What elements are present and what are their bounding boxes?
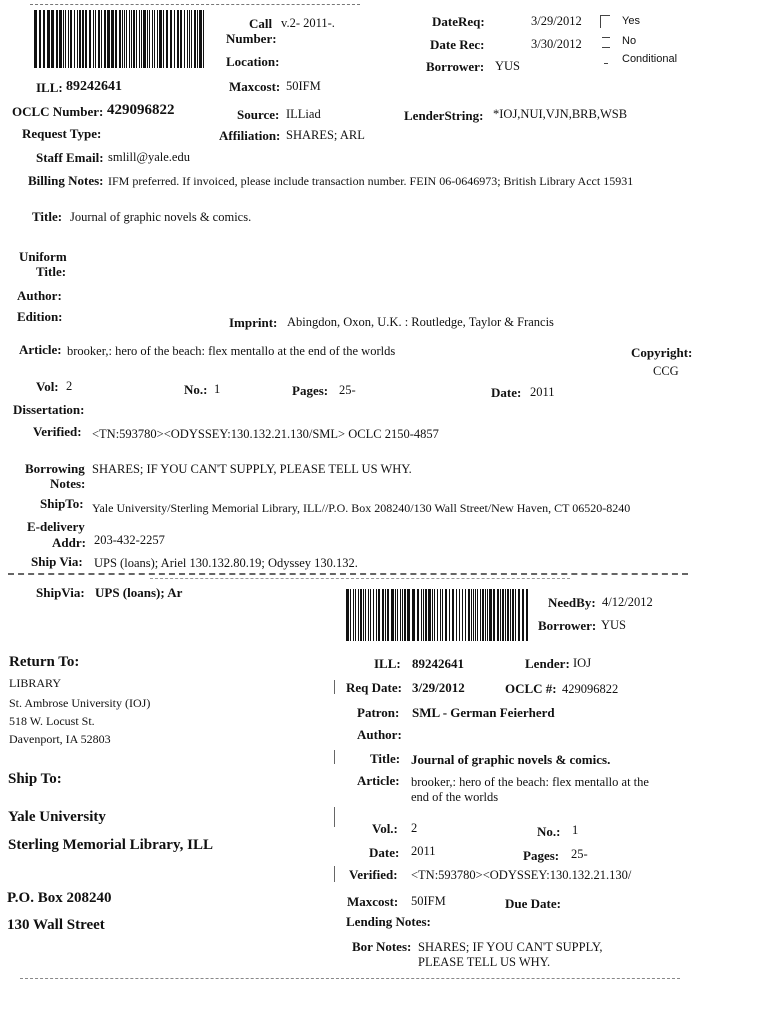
billing-notes-value: IFM preferred. If invoiced, please include transaction number. FEIN 06-0646973; British Library Acct 15931 (108, 174, 634, 188)
bottom-scan-edge (20, 978, 680, 979)
barcode-bar (143, 10, 146, 68)
barcode-bar (111, 10, 114, 68)
barcode-bar (59, 10, 62, 68)
bottom-maxcost-label: Maxcost: (347, 894, 399, 909)
article-value: brooker,: hero of the beach: flex mentallo at the end of the worlds (67, 344, 396, 358)
barcode-bottom (344, 589, 530, 641)
title-label: Title: (32, 209, 63, 224)
call-number-label: Call (249, 16, 273, 31)
conditional-mark (604, 63, 608, 64)
barcode-bar (79, 10, 81, 68)
barcode-bar (43, 10, 45, 68)
barcode-bar (63, 10, 64, 68)
barcode-bar (39, 10, 41, 68)
barcode-bar (177, 10, 179, 68)
daterec-label: Date Rec: (430, 37, 485, 52)
lender-label: Lender: (525, 656, 570, 671)
needby-label: NeedBy: (548, 595, 596, 610)
barcode-bar (395, 589, 396, 641)
bor-notes-label: Bor Notes: (352, 939, 412, 954)
barcode-bar (404, 589, 406, 641)
pages-label: Pages: (292, 383, 329, 398)
pages-value: 25- (339, 383, 356, 397)
barcode-bar (115, 10, 117, 68)
bor-notes-value-2: PLEASE TELL US WHY. (418, 955, 551, 969)
barcode-bar (382, 589, 384, 641)
bottom-shipvia-value: UPS (loans); Ar (95, 585, 183, 600)
barcode-bar (65, 10, 66, 68)
barcode-bar (442, 589, 443, 641)
barcode-bar (459, 589, 460, 641)
barcode-bar (462, 589, 463, 641)
barcode-top (32, 10, 208, 68)
barcode-bar (170, 10, 172, 68)
tear-line (8, 573, 688, 575)
bottom-title-label: Title: (370, 751, 401, 766)
barcode-bar (136, 10, 137, 68)
oclc-value: 429096822 (107, 102, 175, 118)
barcode-bar (70, 10, 72, 68)
barcode-bar (471, 589, 472, 641)
ship-to-label: Ship To: (8, 771, 62, 787)
bottom-shipvia-label: ShipVia: (36, 585, 85, 600)
edition-label: Edition: (17, 309, 63, 324)
barcode-bar (500, 589, 501, 641)
request-type-label: Request Type: (22, 126, 102, 141)
barcode-bar (194, 10, 196, 68)
no-mark-1 (602, 37, 610, 38)
barcode-bar (368, 589, 369, 641)
return-line-2: St. Ambrose University (IOJ) (9, 696, 151, 710)
yes-checkbox[interactable] (600, 15, 610, 28)
bottom-article-label: Article: (357, 773, 400, 788)
barcode-bar (365, 589, 366, 641)
barcode-bar (473, 589, 474, 641)
maxcost-value: 50IFM (286, 79, 321, 93)
verified-label: Verified: (33, 424, 82, 439)
barcode-bar (428, 589, 431, 641)
barcode-bar (350, 589, 351, 641)
barcode-bar (363, 589, 364, 641)
barcode-bar (412, 589, 415, 641)
vol-label: Vol: (36, 379, 59, 394)
barcode-bar (502, 589, 504, 641)
barcode-bar (189, 10, 190, 68)
margin-tick-3 (334, 807, 335, 827)
bottom-borrower-value: YUS (601, 618, 627, 632)
barcode-bar (468, 589, 470, 641)
datereq-value: 3/29/2012 (531, 14, 582, 28)
barcode-bar (493, 589, 495, 641)
bottom-author-label: Author: (357, 727, 402, 742)
call-number-label-2: Number: (226, 31, 277, 46)
barcode-bar (191, 10, 192, 68)
barcode-bar (89, 10, 91, 68)
barcode-bar (82, 10, 84, 68)
barcode-bar (152, 10, 153, 68)
needby-value: 4/12/2012 (602, 595, 653, 609)
margin-tick-2 (334, 750, 335, 764)
shipto-label: ShipTo: (40, 496, 84, 511)
barcode-bar (34, 10, 37, 68)
bottom-article-value-2: end of the worlds (411, 790, 499, 804)
bottom-maxcost-value: 50IFM (411, 894, 446, 908)
bottom-vol-label: Vol.: (372, 821, 398, 836)
barcode-bar (387, 589, 389, 641)
barcode-bar (107, 10, 110, 68)
barcode-bar (199, 10, 202, 68)
barcode-bar (56, 10, 58, 68)
vol-value: 2 (66, 379, 73, 393)
barcode-bar (353, 589, 354, 641)
barcode-bar (421, 589, 422, 641)
bottom-date-value: 2011 (411, 844, 436, 858)
return-line-3: 518 W. Locust St. (9, 714, 95, 728)
barcode-bar (184, 10, 185, 68)
return-to-label: Return To: (9, 654, 80, 670)
barcode-bar (526, 589, 528, 641)
barcode-bar (370, 589, 371, 641)
imprint-label: Imprint: (229, 315, 278, 330)
barcode-bar (187, 10, 188, 68)
barcode-bar (497, 589, 499, 641)
barcode-bar (139, 10, 140, 68)
barcode-bar (197, 10, 198, 68)
barcode-bar (119, 10, 121, 68)
return-line-4: Davenport, IA 52803 (9, 732, 111, 746)
bottom-title-value: Journal of graphic novels & comics. (411, 752, 611, 767)
barcode-bar (157, 10, 158, 68)
barcode-bar (489, 589, 492, 641)
shipvia-label: Ship Via: (31, 554, 83, 569)
copyright-label: Copyright: (631, 345, 693, 360)
no-value: 1 (214, 382, 221, 396)
barcode-bar (68, 10, 69, 68)
barcode-bar (346, 589, 349, 641)
option-no: No (622, 35, 637, 47)
barcode-bar (77, 10, 78, 68)
option-conditional: Conditional (622, 53, 678, 65)
title-value: Journal of graphic novels & comics. (70, 210, 252, 224)
barcode-bar (510, 589, 511, 641)
source-label: Source: (237, 107, 280, 122)
bottom-oclc-value: 429096822 (562, 682, 619, 696)
patron-value: SML - German Feierherd (412, 705, 555, 720)
barcode-bar (373, 589, 374, 641)
barcode-bar (174, 10, 175, 68)
barcode-bar (449, 589, 450, 641)
barcode-bar (378, 589, 380, 641)
no-mark-2 (602, 47, 610, 48)
barcode-bar (154, 10, 155, 68)
barcode-bar (400, 589, 401, 641)
barcode-bar (131, 10, 132, 68)
barcode-bar (355, 589, 356, 641)
article-label: Article: (19, 342, 62, 357)
barcode-bar (518, 589, 520, 641)
bottom-verified-value: <TN:593780><ODYSSEY:130.132.21.130/ (411, 868, 632, 882)
edelivery-label: E-delivery (27, 519, 85, 534)
date-label: Date: (491, 385, 522, 400)
date-value: 2011 (530, 385, 555, 399)
barcode-bar (445, 589, 447, 641)
borrower-value: YUS (495, 59, 521, 73)
barcode-bar (456, 589, 457, 641)
shipvia-value: UPS (loans); Ariel 130.132.80.19; Odyssey 130.132. (94, 556, 358, 570)
bottom-ill-label: ILL: (374, 656, 401, 671)
datereq-label: DateReq: (432, 14, 485, 29)
barcode-bar (512, 589, 514, 641)
barcode-bar (505, 589, 506, 641)
edelivery-label-2: Addr: (52, 535, 86, 550)
bottom-ill-value: 89242641 (412, 656, 464, 671)
barcode-bar (522, 589, 524, 641)
lending-notes-label: Lending Notes: (346, 914, 431, 929)
barcode-bar (515, 589, 516, 641)
barcode-bar (126, 10, 127, 68)
barcode-bar (147, 10, 148, 68)
shipto-value: Yale University/Sterling Memorial Library, ILL//P.O. Box 208240/130 Wall Street/New Haven, CT 06520-8240 (92, 501, 631, 515)
barcode-bar (47, 10, 50, 68)
option-yes: Yes (622, 15, 640, 27)
billing-notes-label: Billing Notes: (28, 173, 104, 188)
staff-email-label: Staff Email: (36, 150, 104, 165)
barcode-bar (487, 589, 488, 641)
ill-value: 89242641 (66, 79, 122, 94)
barcode-bar (385, 589, 386, 641)
barcode-bar (122, 10, 123, 68)
barcode-bar (507, 589, 509, 641)
barcode-bar (402, 589, 403, 641)
ship-to-name: Yale University (8, 809, 106, 825)
tear-line-2 (150, 578, 570, 579)
ship-to-street: 130 Wall Street (7, 917, 105, 933)
dissertation-label: Dissertation: (13, 402, 85, 417)
reqdate-label: Req Date: (346, 680, 402, 695)
return-line-1: LIBRARY (9, 676, 62, 690)
bottom-date-label: Date: (369, 845, 400, 860)
bottom-no-label: No.: (537, 824, 561, 839)
barcode-bar (432, 589, 433, 641)
uniform-title-label-2: Title: (36, 264, 67, 279)
reqdate-value: 3/29/2012 (412, 680, 465, 695)
author-label: Author: (17, 288, 62, 303)
barcode-bar (485, 589, 486, 641)
barcode-bar (149, 10, 150, 68)
barcode-bar (74, 10, 75, 68)
bottom-vol-value: 2 (411, 821, 418, 835)
barcode-bar (440, 589, 441, 641)
bor-notes-value-1: SHARES; IF YOU CAN'T SUPPLY, (418, 940, 603, 954)
barcode-bar (358, 589, 359, 641)
barcode-bar (129, 10, 130, 68)
barcode-bar (93, 10, 94, 68)
barcode-bar (163, 10, 164, 68)
location-label: Location: (226, 54, 280, 69)
barcode-bar (423, 589, 424, 641)
barcode-bar (397, 589, 398, 641)
affiliation-value: SHARES; ARL (286, 128, 365, 142)
bottom-pages-label: Pages: (523, 848, 560, 863)
ill-label: ILL: (36, 80, 63, 95)
staff-email-value: smlill@yale.edu (108, 150, 190, 164)
maxcost-label: Maxcost: (229, 79, 281, 94)
barcode-bar (141, 10, 142, 68)
patron-label: Patron: (357, 705, 400, 720)
barcode-bar (180, 10, 182, 68)
barcode-bar (434, 589, 435, 641)
lender-value: IOJ (573, 656, 592, 670)
barcode-bar (480, 589, 481, 641)
barcode-bar (101, 10, 102, 68)
barcode-bar (85, 10, 87, 68)
barcode-bar (95, 10, 96, 68)
ship-to-dept: Sterling Memorial Library, ILL (8, 837, 213, 853)
barcode-bar (51, 10, 54, 68)
barcode-bar (475, 589, 476, 641)
barcode-bar (104, 10, 106, 68)
barcode-bar (159, 10, 162, 68)
due-date-label: Due Date: (505, 896, 561, 911)
source-value: ILLiad (286, 107, 321, 121)
borrowing-notes-label: Borrowing (25, 461, 85, 476)
lenderstring-value: *IOJ,NUI,VJN,BRB,WSB (493, 107, 628, 121)
barcode-bar (465, 589, 466, 641)
oclc-label: OCLC Number: (12, 104, 104, 119)
margin-tick-4 (334, 866, 335, 882)
margin-tick-1 (334, 680, 335, 694)
barcode-bar (203, 10, 204, 68)
barcode-bar (477, 589, 478, 641)
lenderstring-label: LenderString: (404, 108, 484, 123)
barcode-bar (376, 589, 377, 641)
call-number-value: v.2- 2011-. (281, 16, 335, 30)
daterec-value: 3/30/2012 (531, 37, 582, 51)
bottom-borrower-label: Borrower: (538, 618, 597, 633)
barcode-bar (452, 589, 454, 641)
copyright-value: CCG (653, 364, 679, 378)
bottom-verified-label: Verified: (349, 867, 398, 882)
uniform-title-label: Uniform (19, 249, 67, 264)
borrowing-notes-value: SHARES; IF YOU CAN'T SUPPLY, PLEASE TELL US WHY. (92, 462, 412, 476)
barcode-bar (391, 589, 394, 641)
top-scan-edge (30, 4, 360, 5)
imprint-value: Abingdon, Oxon, U.K. : Routledge, Taylor & Francis (287, 315, 554, 329)
barcode-bar (407, 589, 410, 641)
barcode-bar (98, 10, 100, 68)
barcode-bar (437, 589, 438, 641)
bottom-no-value: 1 (572, 823, 579, 837)
edelivery-value: 203-432-2257 (94, 533, 165, 547)
borrower-label: Borrower: (426, 59, 485, 74)
affiliation-label: Affiliation: (219, 128, 281, 143)
barcode-bar (417, 589, 419, 641)
bottom-article-value-1: brooker,: hero of the beach: flex mentallo at the (411, 775, 649, 789)
no-label: No.: (184, 382, 208, 397)
verified-value: <TN:593780><ODYSSEY:130.132.21.130/SML> OCLC 2150-4857 (92, 427, 439, 441)
barcode-bar (425, 589, 427, 641)
ship-to-box: P.O. Box 208240 (7, 890, 112, 906)
barcode-bar (482, 589, 484, 641)
bottom-oclc-label: OCLC #: (505, 681, 557, 696)
barcode-bar (166, 10, 168, 68)
barcode-bar (133, 10, 135, 68)
barcode-bar (360, 589, 362, 641)
borrowing-notes-label-2: Notes: (50, 476, 86, 491)
barcode-bar (124, 10, 125, 68)
bottom-pages-value: 25- (571, 847, 588, 861)
